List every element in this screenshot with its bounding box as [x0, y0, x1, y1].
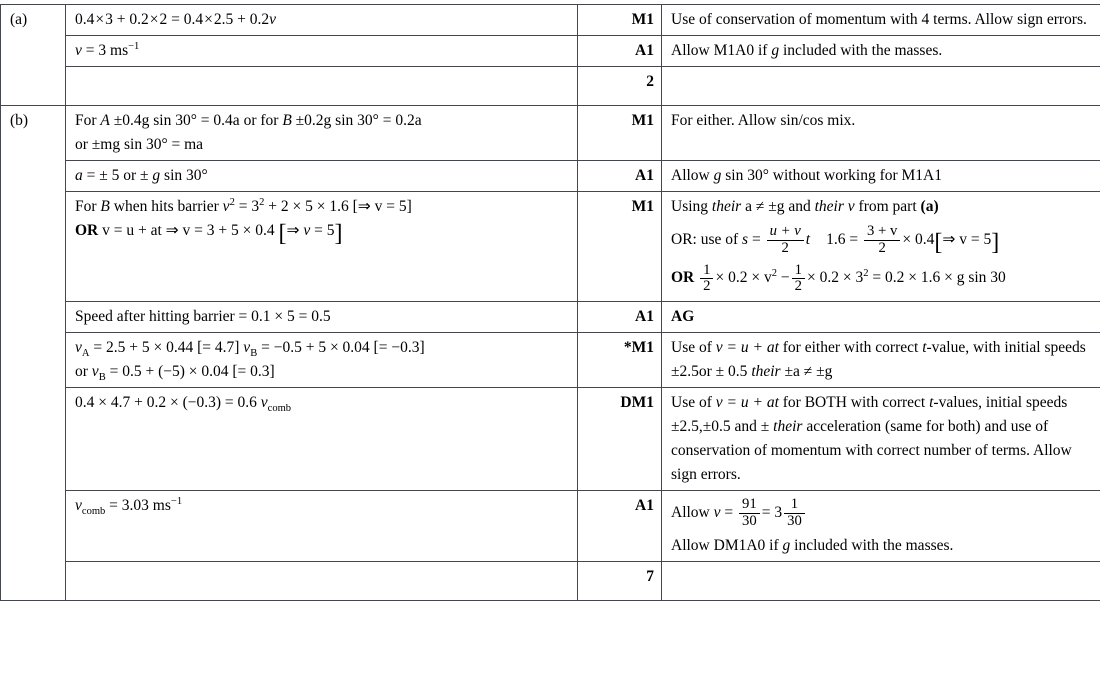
table-row: [1, 332, 1100, 387]
mark-cell-b-a1: A1: [578, 161, 662, 192]
for-word: For: [75, 198, 101, 215]
a-neq-g: a ≠ ±g: [741, 198, 789, 215]
italic-v: v: [75, 496, 82, 514]
working-line: v = 3 $ms^{-1}$: [75, 40, 140, 59]
note-line-3: OR $\frac{1}{2}$ × $0.2 \times v^2$ − $\frac{1}{2}$ × $0.2 \times 3^2 = 0.2 \times 1.6 \times g$ sin 30: [671, 261, 1006, 295]
rhs-term: = 0.2 × 1.6 × g sin 30: [872, 269, 1006, 287]
working-cell-b-starm1: [66, 332, 578, 387]
implies-v5: ⇒ v = 5: [942, 231, 992, 248]
bracket-close: ]: [334, 220, 343, 247]
italic-v: v: [75, 338, 82, 356]
phrase: when hits barrier: [109, 198, 223, 215]
fraction-denominator: 30: [784, 513, 805, 529]
v-from-part: v from part: [847, 198, 921, 215]
italic-g: g: [713, 167, 722, 184]
working-line: a = ± 5 or ± g sin 30°: [75, 167, 208, 184]
using-word: Using: [671, 198, 712, 215]
working-line: For B when hits barrier $v^2 = 3^2 + 2 \times 5 \times 1.6$ [⇒ v = 5]: [75, 196, 412, 215]
note-line-3: conservation of momentum with correct number of terms. Allow: [671, 441, 1072, 459]
note-line-4: sign errors.: [671, 465, 741, 483]
phrase-tail: -values, initial speeds: [933, 393, 1068, 411]
notes-cell-b-total: [662, 562, 1100, 601]
or-bold: OR: [75, 222, 99, 239]
table-row: [1, 301, 1100, 332]
fraction-numerator: 91: [742, 496, 757, 513]
working-cell-b-total: [66, 562, 578, 601]
fraction-half-1: [700, 263, 713, 295]
working-line: [75, 392, 570, 414]
mark-cell-b-total: 7: [578, 562, 662, 601]
their-italic: their: [711, 198, 742, 215]
note-line-2: [671, 361, 1100, 383]
fraction-denominator: 2: [792, 278, 805, 294]
mark-cell-b-starm1: *M1: [578, 332, 662, 387]
eq-a: ±0.4g sin 30° = 0.4a: [109, 112, 240, 129]
phrase-tail: -value, with initial speeds: [926, 338, 1086, 356]
tolerance: ±2.5,±0.5 and ±: [671, 417, 774, 435]
note-line-1: Allow v = $\frac{91}{30}$ = 3 $\frac{1}{30}$: [671, 495, 1100, 531]
note-text-tail: included with the masses.: [779, 42, 943, 59]
notes-cell-b-starm1: [662, 332, 1100, 387]
tolerance: ±2.5or ± 0.5: [671, 362, 752, 380]
eq-part: = 3: [234, 198, 260, 215]
sin-term: sin 30°: [721, 167, 769, 184]
notes-cell-b-ag: [662, 301, 1100, 332]
table-row: [1, 562, 1100, 601]
mark-cell-b-m1: M1: [578, 106, 662, 161]
fraction-1-over-30: [784, 497, 805, 529]
t-var: t: [805, 231, 811, 248]
fraction-numerator: 1: [790, 496, 799, 513]
part-label-a: (a): [1, 5, 66, 106]
italic-v: v: [260, 393, 268, 411]
equals-three: = 3: [761, 503, 783, 521]
term-2: × 0.2 × 3: [806, 269, 864, 287]
notes-cell-a-m1: [662, 5, 1100, 36]
eq-a: = 2.5 + 5 × 0.44 [= 4.7]: [89, 338, 244, 356]
implies-part: ⇒ v = 5: [286, 222, 335, 239]
italic-v-3: v: [91, 362, 99, 380]
italic-t: t: [922, 338, 927, 356]
fraction-numerator: 1: [794, 261, 802, 278]
italic-t: t: [929, 393, 934, 411]
or-use-of: OR: use of: [671, 231, 743, 248]
part-a-ref: (a): [920, 198, 939, 215]
fraction-denominator: 2: [864, 240, 900, 256]
note-text-tail: without working for M1A1: [768, 167, 942, 184]
table-row: [1, 161, 1100, 192]
momentum-eq: 0.4 × 4.7 + 0.2 × (−0.3) = 0.6: [75, 393, 261, 411]
fraction-denominator: 2: [767, 240, 804, 256]
bracket-open: [: [278, 220, 287, 247]
italic-v: v: [222, 198, 230, 215]
working-cell-a-total: [66, 67, 578, 106]
formula-v-u-at: v = u + at: [715, 338, 779, 356]
or-word: or: [75, 362, 92, 380]
note-line-2: [671, 416, 1100, 438]
fraction-numerator: 3 + v: [866, 223, 898, 240]
and-word: and: [788, 198, 815, 215]
note-line: Use of conservation of momentum with 4 terms. Allow sign errors.: [671, 11, 1087, 28]
note-text: Allow M1A0 if: [671, 42, 772, 59]
fraction-denominator: 2: [700, 278, 713, 294]
notes-cell-b-dm1: [662, 387, 1100, 490]
mark-scheme-table: [0, 4, 1100, 601]
mark-cell-a-total: 2: [578, 67, 662, 106]
their-italic: their: [751, 362, 781, 380]
notes-cell-b-m1: [662, 106, 1100, 161]
note-line-2: OR: use of s = $\frac{u + v}{2}$ t 1.6 = $\frac{3 + v}{2}$ × 0.4[⇒ v = 5]: [671, 223, 1000, 256]
mark-cell-a-a1: A1: [578, 36, 662, 67]
tolerance-tail: ±a ≠ ±g: [780, 362, 833, 380]
minus-sign: −: [780, 269, 790, 287]
mark-cell-b-dm1: DM1: [578, 387, 662, 490]
working-line: 0.4×3 + 0.2×2 = 0.4×2.5 + 0.2v: [75, 11, 277, 28]
their-italic: their: [773, 417, 803, 435]
term-1: × 0.2 × v: [715, 269, 772, 287]
table-row: [1, 5, 1100, 36]
part-label-b: (b): [1, 106, 66, 601]
mark-cell-b-m1-barrier: M1: [578, 192, 662, 302]
working-cell-b-m1-barrier: [66, 192, 578, 302]
eq-c: = 0.5 + (−5) × 0.04 [= 0.3]: [105, 362, 275, 380]
eq-b: = −0.5 + 5 × 0.04 [= −0.3]: [257, 338, 425, 356]
fraction-numerator: 1: [703, 261, 711, 278]
or-for: or for: [239, 112, 283, 129]
fraction-91-over-30: [739, 497, 760, 529]
s-var: s: [742, 231, 749, 248]
subscript-A: A: [81, 347, 90, 359]
working-cell-b-speed: [66, 301, 578, 332]
working-line: [75, 110, 570, 132]
working-cell-a-a1: [66, 36, 578, 67]
allow-text-tail: included with the masses.: [790, 537, 954, 555]
note-line-2: [671, 535, 1100, 557]
their-italic-2: their: [814, 198, 844, 215]
italic-v-2: v: [243, 338, 251, 356]
italic-g: g: [782, 537, 791, 555]
table-row: [1, 490, 1100, 561]
note-line-1: [671, 392, 1100, 414]
italic-A: A: [100, 112, 110, 129]
value: = 3.03 ms: [105, 496, 171, 514]
table-row: [1, 67, 1100, 106]
working-line: [75, 337, 570, 359]
notes-cell-a-total: [662, 67, 1100, 106]
fraction-denominator: 30: [739, 513, 760, 529]
note-text: Allow: [671, 167, 714, 184]
mark-cell-a-m1: M1: [578, 5, 662, 36]
working-line-2: or ±mg sin 30° = ma: [75, 136, 204, 153]
fraction-u-plus-v-over-2: [767, 224, 804, 256]
times-0-4: × 0.4: [902, 231, 935, 248]
working-line-2: [75, 220, 570, 247]
allow-text: Allow DM1A0 if: [671, 537, 783, 555]
notes-cell-b-a1-final: [662, 490, 1100, 561]
table-row: [1, 106, 1100, 161]
note-line: [671, 40, 1100, 62]
note-line: For either. Allow sin/cos mix.: [671, 112, 856, 129]
phrase: for either with correct: [778, 338, 923, 356]
working-cell-b-a1: [66, 161, 578, 192]
notes-cell-a-a1: [662, 36, 1100, 67]
mark-cell-b-a1-final: A1: [578, 490, 662, 561]
table-row: [1, 36, 1100, 67]
italic-B: B: [100, 198, 110, 215]
italic-B: B: [282, 112, 292, 129]
subscript-B-2: B: [98, 371, 106, 383]
bracket-close: ]: [991, 229, 1000, 256]
fraction-3-plus-v-over-2: [864, 224, 900, 256]
rest-part: + 2 × 5 × 1.6 [⇒ v = 5]: [264, 198, 412, 215]
notes-cell-b-a1: [662, 161, 1100, 192]
table-row: [1, 387, 1100, 490]
use-of: Use of: [671, 338, 716, 356]
phrase: for BOTH with correct: [778, 393, 930, 411]
italic-g: g: [771, 42, 780, 59]
fraction-half-2: [792, 263, 805, 295]
tolerance-tail: acceleration (same for both) and use of: [802, 417, 1049, 435]
fraction-numerator: u + v: [769, 223, 801, 240]
for-word: For: [75, 112, 101, 129]
allow-word: Allow: [671, 503, 714, 521]
note-line-1: [671, 196, 1100, 218]
working-line-2: [75, 361, 570, 383]
formula-v-u-at: v = u + at: [715, 393, 779, 411]
working-line: Speed after hitting barrier = 0.1 × 5 = 0.5: [75, 307, 331, 325]
working-cell-b-dm1: [66, 387, 578, 490]
eq-part: v = u + at ⇒ v = 3 + 5 × 0.4: [98, 222, 275, 239]
working-line: $v_{comb} = 3.03$ $ms^{-1}$: [75, 495, 183, 517]
note-line-1: [671, 337, 1100, 359]
working-cell-b-a1-final: [66, 490, 578, 561]
use-of: Use of: [671, 393, 716, 411]
mark-cell-b-a1-ag: A1: [578, 301, 662, 332]
notes-cell-b-m1-barrier: [662, 192, 1100, 302]
bracket-open: [: [934, 229, 943, 256]
working-cell-b-m1: [66, 106, 578, 161]
eq-b: ±0.2g sin 30° = 0.2a: [291, 112, 422, 129]
or-bold: OR: [671, 269, 699, 287]
subscript-B: B: [250, 347, 258, 359]
note-line: AG: [671, 307, 695, 325]
note-line: [671, 165, 1100, 187]
subscript-comb: comb: [81, 505, 106, 517]
working-cell-a-m1: [66, 5, 578, 36]
lhs-1-6: 1.6 =: [826, 231, 862, 248]
table-row: [1, 192, 1100, 302]
subscript-comb: comb: [267, 402, 292, 414]
italic-v: v: [713, 503, 721, 521]
